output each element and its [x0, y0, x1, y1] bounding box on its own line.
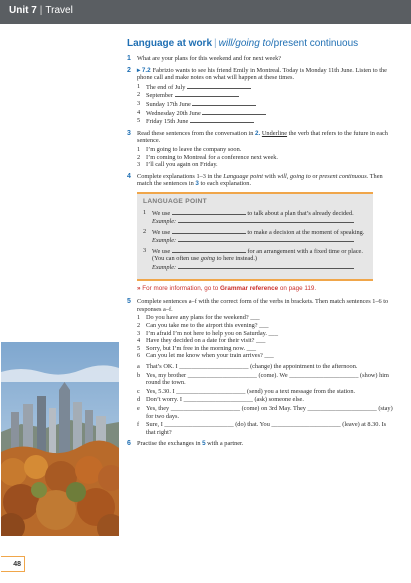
item-letter: a: [137, 363, 140, 370]
list-item: [137, 161, 397, 169]
item-number: 3: [137, 99, 141, 107]
item-text: Can you let me know when your train arrives? ___: [146, 352, 274, 360]
page-number: 48: [1, 556, 25, 572]
answer-blank[interactable]: [187, 83, 251, 89]
item-text: Yes, they ______________________ (come) on 3rd May. They ______________________ (stay) for two days.: [146, 404, 393, 420]
grammar-ref-text-a: For more information, go to: [142, 284, 219, 292]
task-number: 2: [127, 66, 131, 74]
unit-topic: Travel: [45, 5, 73, 16]
list-item: [137, 388, 397, 396]
task-3-text-b: the verb that refers to the future in each sentence.: [137, 129, 388, 145]
task-4: [127, 173, 397, 188]
list-item: [137, 154, 397, 162]
answer-blank[interactable]: [172, 228, 246, 234]
item-text: Sunday 17th June: [146, 100, 191, 108]
item-number: 2: [137, 153, 141, 161]
task-4-text-e: to each explanation.: [200, 180, 252, 188]
item-number: 1: [137, 145, 141, 153]
list-item: [137, 146, 397, 154]
item-number: 6: [137, 352, 141, 360]
title-language-at-work: Language at work: [127, 38, 213, 49]
item-text: Sorry, but I’m free in the morning now. ___: [146, 344, 257, 352]
task-4-instruction: [137, 173, 397, 188]
item-text: Do you have any plans for the weekend? ___: [146, 314, 260, 322]
item-text: Friday 15th June: [146, 118, 189, 126]
row-text-b: to make a decision at the moment of speaking.: [247, 228, 365, 236]
item-number: 4: [137, 108, 141, 116]
item-text: Have they decided on a date for their visit? ___: [146, 337, 266, 345]
task-reference: 2.: [255, 129, 261, 137]
item-number: 2: [137, 322, 141, 330]
row-text-a: We use: [152, 247, 171, 255]
item-letter: f: [137, 421, 140, 429]
task-number: 3: [127, 129, 131, 137]
task-2: [127, 67, 397, 126]
list-item: [137, 109, 397, 118]
item-letter: b: [137, 371, 141, 379]
task-4-text-b: with: [264, 172, 276, 180]
row-italic: going to: [200, 255, 222, 263]
list-item: [137, 91, 397, 100]
item-text: Wednesday 20th June: [146, 109, 201, 117]
task-1-instruction: What are your plans for this weekend and for next week?: [137, 55, 282, 62]
task-3-instruction: [137, 130, 397, 145]
task-6-text-a: Practise the exchanges in: [137, 440, 201, 448]
title-will-going-to: will/going to: [218, 38, 271, 49]
task-reference: 5: [202, 440, 206, 448]
example-blank[interactable]: [178, 217, 354, 223]
item-number: 3: [137, 161, 141, 169]
task-5-instruction: Complete sentences a–f with the correct form of the verbs in brackets. Then match sentences 1–6 to responses a–f.: [137, 298, 389, 313]
item-text: Don’t worry. I ______________________ (ask) someone else.: [146, 396, 304, 404]
task-4-text-d: Then match the sentences in: [137, 172, 383, 188]
list-item: [137, 345, 397, 353]
lesson-content: [127, 38, 397, 452]
task-5-responses: [137, 363, 397, 436]
unit-header-bar: [0, 0, 411, 24]
answer-blank[interactable]: [172, 209, 246, 215]
task-3-text-a: Read these sentences from the conversation in: [137, 129, 254, 137]
task-2-instruction: [137, 67, 397, 82]
list-item: [137, 372, 397, 387]
list-item: [137, 396, 397, 404]
underline-word: Underline: [261, 129, 288, 137]
answer-blank[interactable]: [202, 109, 266, 115]
unit-number: Unit 7: [9, 5, 37, 16]
task-reference: 3: [195, 180, 199, 188]
task-4-italic-3: present continuous.: [319, 172, 369, 180]
row-number: 1: [143, 208, 147, 216]
answer-blank[interactable]: [175, 91, 239, 97]
item-text: Can you take me to the airport this evening? ___: [146, 322, 269, 330]
section-title: [127, 38, 397, 50]
task-2-text: Fabrizio wants to see his friend Emily in Montreal. Today is Monday 11th June. Listen to the phone call and make notes on what will happen at these times.: [137, 66, 387, 82]
language-point-row: [143, 209, 367, 226]
list-item: [137, 83, 397, 92]
unit-label: [9, 5, 73, 16]
item-text: Yes, my brother ______________________ (come). We ______________________ (show) him round the town.: [146, 371, 389, 387]
language-point-row: [143, 247, 367, 272]
montreal-skyline-photo: [1, 342, 119, 536]
item-number: 2: [137, 91, 141, 99]
list-item: [137, 405, 397, 420]
task-6-instruction: [137, 440, 397, 448]
item-letter: e: [137, 404, 140, 412]
title-separator: |: [214, 38, 217, 49]
item-text: Yes, 5.30. I ______________________ (send) you a text message from the station.: [146, 387, 356, 395]
row-text-b: for an arrangement with a fixed time or place. (You can often use: [152, 247, 363, 263]
list-item: [137, 337, 397, 345]
item-text: I’m going to leave the company soon.: [146, 145, 242, 153]
task-5: [127, 298, 397, 436]
task-4-text-a: Complete explanations 1–3 in the: [137, 172, 222, 180]
example-label: Example:: [152, 237, 177, 245]
row-number: 2: [143, 227, 147, 235]
language-point-title: LANGUAGE POINT: [143, 197, 207, 205]
task-4-text-c: or: [312, 172, 318, 180]
answer-blank[interactable]: [190, 117, 254, 123]
item-text: I’m afraid I’m not here to help you on Saturday. ___: [146, 329, 278, 337]
row-text-a: We use: [152, 228, 171, 236]
item-number: 3: [137, 329, 141, 337]
header-separator: |: [39, 5, 43, 16]
list-item: [137, 421, 397, 436]
task-5-prompts: [137, 314, 397, 360]
item-text: That’s OK. I ______________________ (change) the appointment to the afternoon.: [146, 363, 358, 370]
list-item: [137, 352, 397, 360]
task-6: [127, 440, 397, 448]
item-text: September: [146, 92, 173, 100]
row-text-c: here instead.): [223, 255, 258, 263]
item-text: The end of July: [146, 83, 186, 91]
item-number: 5: [137, 344, 141, 352]
list-item: [137, 117, 397, 126]
grammar-ref-text-c: on page 119.: [279, 284, 317, 292]
task-3: [127, 130, 397, 169]
task-3-list: [137, 146, 397, 169]
task-number: 6: [127, 440, 131, 448]
answer-blank[interactable]: [172, 247, 246, 253]
task-2-list: [137, 83, 397, 126]
item-number: 1: [137, 82, 141, 90]
item-text: I’m coming to Montreal for a conference next week.: [146, 153, 279, 161]
example-label: Example:: [152, 264, 177, 272]
item-number: 4: [137, 337, 141, 345]
title-present-continuous: /present continuous: [270, 38, 359, 49]
example-blank[interactable]: [178, 236, 354, 242]
language-point-row: [143, 228, 367, 245]
list-item: [137, 330, 397, 338]
list-item: [137, 322, 397, 330]
language-point-box: [137, 192, 373, 281]
list-item: [137, 314, 397, 322]
task-4-italic-2: will, going to: [277, 172, 311, 180]
item-letter: c: [137, 387, 140, 395]
item-text: I’ll call you again on Friday.: [146, 161, 218, 169]
task-6-text-b: with a partner.: [207, 440, 244, 448]
example-blank[interactable]: [178, 263, 354, 269]
task-number: 5: [127, 298, 131, 306]
list-item: [137, 363, 397, 371]
task-4-italic-1: Language point: [223, 172, 263, 180]
grammar-reference-link[interactable]: [137, 285, 397, 293]
item-letter: d: [137, 396, 141, 404]
item-number: 5: [137, 117, 141, 125]
item-text: Sure, I ______________________ (do) that. You ______________________ (leave) at 8.30. Is that right?: [146, 421, 387, 436]
task-number: 1: [127, 55, 131, 62]
answer-blank[interactable]: [192, 100, 256, 106]
row-text-a: We use: [152, 209, 171, 217]
task-1: [127, 55, 397, 63]
example-label: Example:: [152, 218, 177, 226]
grammar-ref-title: Grammar reference: [219, 284, 279, 292]
row-text-b: to talk about a plan that’s already decided.: [247, 209, 354, 217]
row-number: 3: [143, 246, 147, 254]
item-number: 1: [137, 314, 141, 322]
task-number: 4: [127, 172, 131, 180]
audio-track-label[interactable]: ▸ 7.2: [137, 66, 151, 74]
list-item: [137, 100, 397, 109]
chevron-right-icon: »: [137, 284, 141, 292]
